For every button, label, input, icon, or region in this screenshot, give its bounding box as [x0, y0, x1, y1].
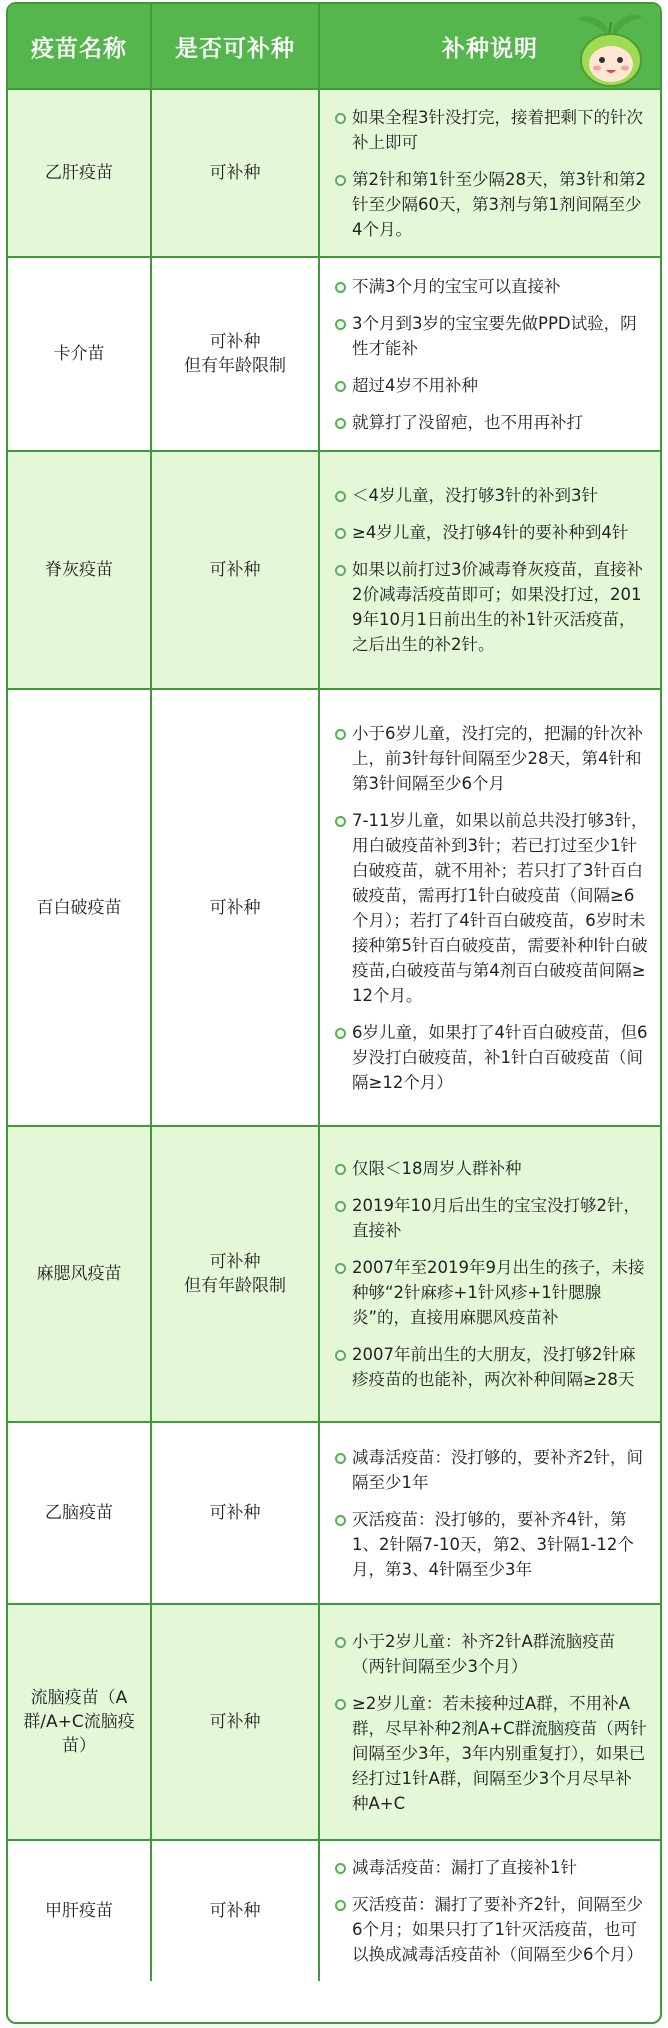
list-item: ≥4岁儿童，没打够4针的要补种到4针: [334, 520, 648, 545]
catchup-status-line: 可补种: [209, 1503, 261, 1523]
table-row: [8, 1422, 660, 1604]
list-item: 如果以前打过3价减毒脊灰疫苗，直接补2价减毒活疫苗即可；如果没打过，2019年10月1日前出生的补1针灭活疫苗，之后出生的补2针。: [334, 557, 648, 657]
list-item: 就算打了没留疤，也不用再补打: [334, 410, 648, 435]
catchup-notes: [319, 1840, 660, 1981]
notes-list: [334, 1156, 648, 1392]
catchup-status-line: 可补种: [209, 163, 261, 183]
catchup-status-line: 可补种: [209, 897, 261, 918]
catchup-notes: [319, 89, 660, 257]
catchup-notes: [319, 1604, 660, 1840]
header-vaccine-name: 疫苗名称: [8, 4, 151, 89]
table-row: [8, 451, 660, 689]
catchup-status: [151, 1604, 319, 1840]
table-row: [8, 257, 660, 451]
notes-list: [334, 1855, 648, 1967]
catchup-status: [151, 89, 319, 257]
list-item: 2007年至2019年9月出生的孩子，未接种够“2针麻疹+1针风疹+1针腮腺炎”的，直接用麻腮风疫苗补: [334, 1255, 648, 1330]
table-row: [8, 89, 660, 257]
list-item: 灭活疫苗：漏打了要补齐2针，间隔至少6个月；如果只打了1针灭活疫苗，也可以换成减毒活疫苗补（间隔至少6个月）: [334, 1892, 648, 1967]
catchup-status: [151, 1126, 319, 1422]
catchup-status-line: 可补种: [209, 1901, 261, 1921]
catchup-status-line: 但有年龄限制: [184, 356, 286, 376]
notes-list: [334, 105, 648, 242]
vaccine-name: 麻腮风疫苗: [8, 1126, 151, 1422]
catchup-notes: [319, 1126, 660, 1422]
list-item: 7-11岁儿童，如果以前总共没打够3针，用白破疫苗补到3针；若已打过至少1针白破疫苗，就不用补；若只打了3针百白破疫苗，需再打1针白破疫苗（间隔≥6个月）；若打了4针百白破疫苗，6岁时未接种第5针百白破疫苗，需要补种l针白破疫苗,白破疫苗与第4剂百白破疫苗间隔≥12个月。: [334, 808, 648, 1008]
catchup-status-line: 但有年龄限制: [184, 1276, 286, 1296]
list-item: 超过4岁不用补种: [334, 373, 648, 398]
header-catchup-notes-label: 补种说明: [442, 35, 538, 62]
vaccine-name: 卡介苗: [8, 257, 151, 451]
list-item: 不满3个月的宝宝可以直接补: [334, 274, 648, 299]
header-catchup-allowed: 是否可补种: [151, 4, 319, 89]
list-item: 2019年10月后出生的宝宝没打够2针，直接补: [334, 1193, 648, 1243]
catchup-status: [151, 451, 319, 689]
list-item: 3个月到3岁的宝宝要先做PPD试验，阴性才能补: [334, 311, 648, 361]
notes-list: [334, 1629, 648, 1816]
vaccine-name: 甲肝疫苗: [8, 1840, 151, 1981]
vaccine-name: 脊灰疫苗: [8, 451, 151, 689]
table-row: [8, 1840, 660, 1981]
list-item: 灭活疫苗：没打够的，要补齐4针，第1、2针隔7-10天，第2、3针隔1-12个月，第3、4针隔至少3年: [334, 1507, 648, 1582]
notes-list: [334, 274, 648, 435]
notes-list: [334, 721, 648, 1095]
list-item: 6岁儿童，如果打了4针百白破疫苗，但6岁没打白破疫苗，补1针白百破疫苗（间隔≥12个月）: [334, 1020, 648, 1095]
catchup-status-line: 可补种: [209, 1252, 261, 1272]
table-header-row: [8, 4, 660, 89]
catchup-notes: [319, 451, 660, 689]
list-item: 减毒活疫苗：没打够的，要补齐2针，间隔至少1年: [334, 1445, 648, 1495]
catchup-notes: [319, 689, 660, 1126]
catchup-status-line: 可补种: [209, 560, 261, 580]
table-row: [8, 689, 660, 1126]
catchup-status-line: 可补种: [209, 332, 261, 352]
list-item: 如果全程3针没打完，接着把剩下的针次补上即可: [334, 105, 648, 155]
catchup-notes: [319, 1422, 660, 1604]
list-item: ＜4岁儿童，没打够3针的补到3针: [334, 483, 648, 508]
table-row: [8, 1126, 660, 1422]
list-item: ≥2岁儿童：若未接种过A群，不用补A群，尽早补种2剂A+C群流脑疫苗（两针间隔至少3年，3年内别重复打），如果已经打过1针A群，间隔至少3个月尽早补种A+C: [334, 1691, 648, 1816]
catchup-status-line: 可补种: [209, 1712, 261, 1732]
catchup-status: [151, 689, 319, 1126]
vaccine-name: 乙脑疫苗: [8, 1422, 151, 1604]
notes-list: [334, 1445, 648, 1582]
vaccine-catchup-table: [8, 4, 660, 1981]
notes-list: [334, 483, 648, 657]
sprout-mascot-icon: [568, 10, 654, 88]
list-item: 仅限＜18周岁人群补种: [334, 1156, 648, 1181]
vaccine-name: 乙肝疫苗: [8, 89, 151, 257]
list-item: 小于6岁儿童，没打完的，把漏的针次补上，前3针每针间隔至少28天，第4针和第3针间隔至少6个月: [334, 721, 648, 796]
vaccine-table-frame: [6, 2, 662, 2024]
list-item: 小于2岁儿童：补齐2针A群流脑疫苗（两针间隔至少3个月）: [334, 1629, 648, 1679]
list-item: 减毒活疫苗：漏打了直接补1针: [334, 1855, 648, 1880]
vaccine-name: 百白破疫苗: [8, 689, 151, 1126]
table-row: [8, 1604, 660, 1840]
catchup-status: [151, 1422, 319, 1604]
catchup-notes: [319, 257, 660, 451]
list-item: 第2针和第1针至少隔28天，第3针和第2针至少隔60天，第3剂与第1剂间隔至少4个月。: [334, 167, 648, 242]
catchup-status: [151, 257, 319, 451]
vaccine-name: 流脑疫苗（A群/A+C流脑疫苗）: [8, 1604, 151, 1840]
list-item: 2007年前出生的大朋友，没打够2针麻疹疫苗的也能补，两次补种间隔≥28天: [334, 1342, 648, 1392]
header-catchup-notes: [319, 4, 660, 89]
catchup-status: [151, 1840, 319, 1981]
